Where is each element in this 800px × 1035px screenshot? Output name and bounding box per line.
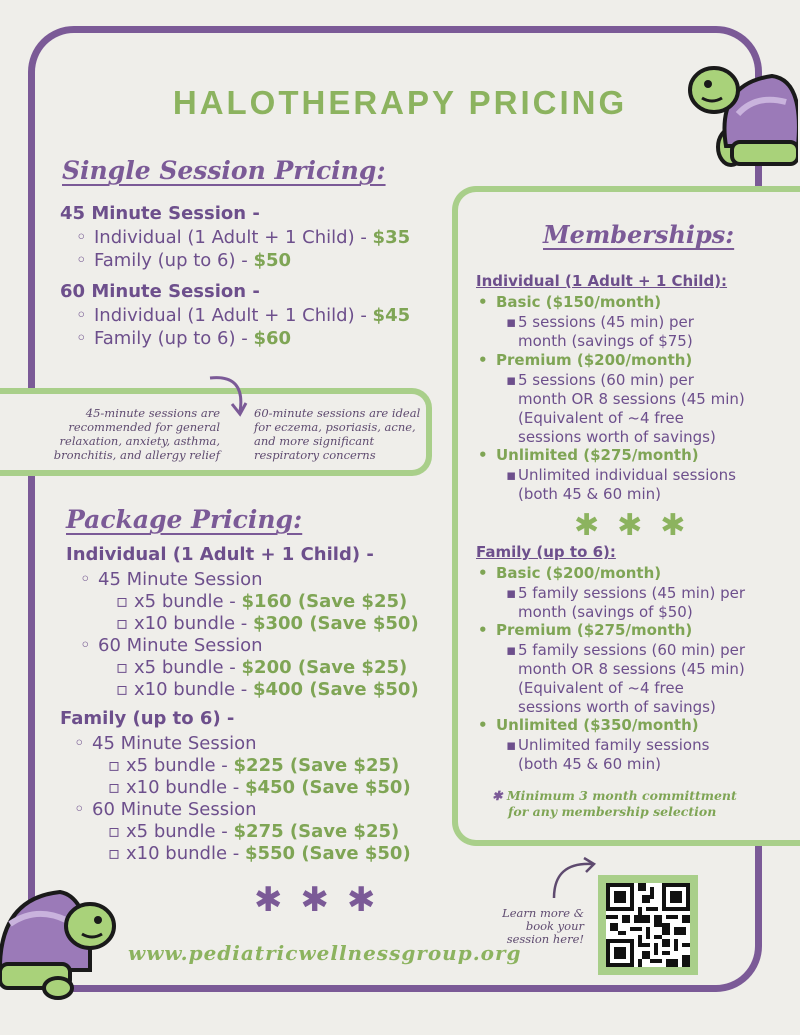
note-60: 60-minute sessions are ideal for eczema, psoriasis, acne, and more significant respiratory concerns — [254, 406, 421, 462]
list-item: ◦ Family (up to 6) - $60 — [76, 328, 292, 349]
list-item: ◦ 45 Minute Session — [74, 733, 257, 754]
list-item: ▪ 5 sessions (60 min) per month OR 8 sessions (45 min) (Equivalent of ~4 free sessions worth of savings) — [506, 371, 745, 446]
list-item: ▫ x5 bundle - $225 (Save $25) — [108, 755, 400, 776]
star-divider: ✱✱✱ — [574, 508, 704, 543]
list-item: • Premium ($275/month) — [478, 621, 693, 639]
list-item: ◦ Individual (1 Adult + 1 Child) - $45 — [76, 305, 411, 326]
note-45: 45-minute sessions are recommended for general relaxation, anxiety, asthma, bronchitis, and allergy relief — [53, 406, 220, 462]
membership-family-label: Family (up to 6): — [476, 543, 616, 561]
curved-arrow-icon — [548, 854, 600, 904]
website-url[interactable]: www.pediatricwellnessgroup.org — [128, 941, 522, 965]
single-45-label: 45 Minute Session - — [60, 203, 260, 224]
list-item: ▪ 5 sessions (45 min) per month (savings of $75) — [506, 313, 694, 350]
list-item: ▫ x10 bundle - $300 (Save $50) — [116, 613, 419, 634]
qr-label: Learn more & book your session here! — [502, 906, 584, 946]
qr-code-icon — [606, 883, 690, 967]
list-item: ▪ Unlimited individual sessions (both 45 & 60 min) — [506, 466, 736, 503]
list-item: • Unlimited ($350/month) — [478, 716, 699, 734]
single-pricing-heading: Single Session Pricing: — [62, 156, 386, 185]
single-60-label: 60 Minute Session - — [60, 281, 260, 302]
list-item: ◦ 45 Minute Session — [80, 569, 263, 590]
list-item: ◦ 60 Minute Session — [74, 799, 257, 820]
page-title: HALOTHERAPY PRICING — [172, 84, 628, 121]
list-item: • Basic ($150/month) — [478, 293, 662, 311]
list-item: ▪ Unlimited family sessions (both 45 & 60 min) — [506, 736, 710, 773]
list-item: ▪ 5 family sessions (45 min) per month (savings of $50) — [506, 584, 746, 621]
package-pricing-heading: Package Pricing: — [66, 505, 303, 534]
membership-footnote: ✱ Minimum 3 month committment for any membership selection — [492, 788, 737, 819]
list-item: ▫ x10 bundle - $550 (Save $50) — [108, 843, 411, 864]
list-item: ▫ x10 bundle - $400 (Save $50) — [116, 679, 419, 700]
package-individual-label: Individual (1 Adult + 1 Child) - — [66, 544, 374, 565]
list-item: • Unlimited ($275/month) — [478, 446, 699, 464]
list-item: ▪ 5 family sessions (60 min) per month OR 8 sessions (45 min) (Equivalent of ~4 free sessions worth of savings) — [506, 641, 746, 716]
star-divider: ✱✱✱ — [254, 880, 394, 920]
memberships-heading: Memberships: — [543, 220, 735, 249]
turtle-icon — [0, 884, 118, 1000]
package-family-label: Family (up to 6) - — [60, 708, 235, 729]
list-item: ◦ Individual (1 Adult + 1 Child) - $35 — [76, 227, 411, 248]
list-item: ▫ x5 bundle - $275 (Save $25) — [108, 821, 400, 842]
turtle-icon — [686, 50, 798, 172]
list-item: ◦ 60 Minute Session — [80, 635, 263, 656]
list-item: ▫ x5 bundle - $200 (Save $25) — [116, 657, 408, 678]
list-item: ◦ Family (up to 6) - $50 — [76, 250, 292, 271]
list-item: • Premium ($200/month) — [478, 351, 693, 369]
list-item: • Basic ($200/month) — [478, 564, 662, 582]
qr-code[interactable] — [598, 875, 698, 975]
list-item: ▫ x5 bundle - $160 (Save $25) — [116, 591, 408, 612]
list-item: ▫ x10 bundle - $450 (Save $50) — [108, 777, 411, 798]
membership-individual-label: Individual (1 Adult + 1 Child): — [476, 272, 728, 290]
